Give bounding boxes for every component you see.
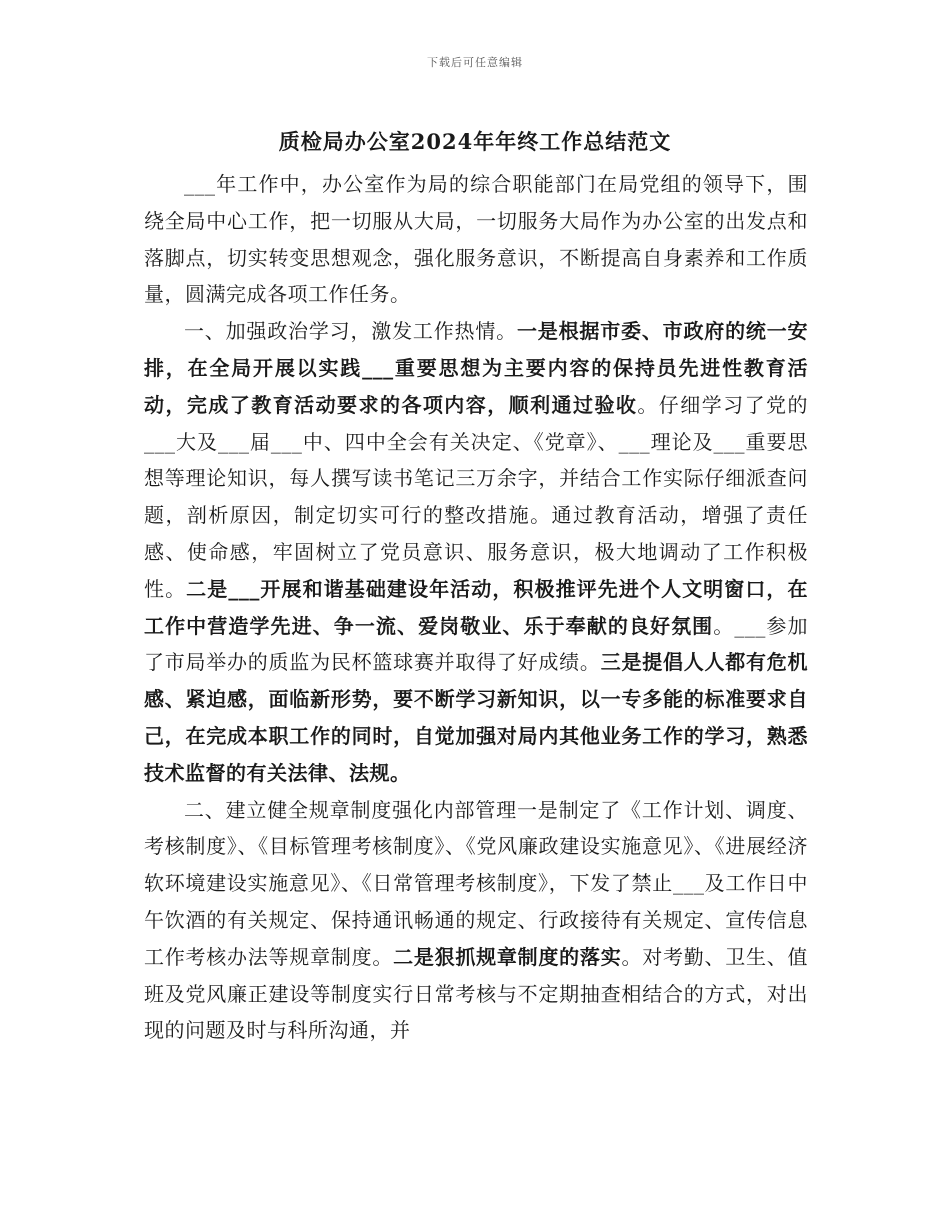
paragraph-run: ___年工作中，办公室作为局的综合职能部门在局党组的领导下，围绕全局中心工作，把一切服从大局，一切服务大局作为办公室的出发点和落脚点，切实转变思想观念，强化服务意识，不断提高自身素养和工作质量，圆满完成各项工作任务。 bbox=[144, 172, 808, 307]
header-note: 下载后可任意编辑 bbox=[427, 56, 523, 69]
paragraph-run: 。___参加了市局举办的质监为民杯篮球赛并取得了好成绩。 bbox=[144, 613, 809, 675]
paragraph-intro bbox=[144, 166, 808, 313]
document-body bbox=[144, 166, 808, 1049]
document-title: 质检局办公室2024年年终工作总结范文 bbox=[278, 129, 672, 154]
paragraph-run: 。仔细学习了党的___大及___届___中、四中全会有关决定、《党章》、___理论及___重要思想等理论知识，每人撰写读书笔记三万余字，并结合工作实际仔细派查问题，剖析原因，制定切实可行的整改措施。通过教育活动，增强了责任感、使命感，牢固树立了党员意识、服务意识，极大地调动了工作积极性。 bbox=[144, 392, 809, 601]
paragraph-run-bold: 三是提倡人人都有危机感、紧迫感，面临新形势，要不断学习新知识，以一专多能的标准要求自己，在完成本职工作的同时，自觉加强对局内其他业务工作的学习，熟悉技术监督的有关法律、法规。 bbox=[144, 650, 809, 785]
paragraph-run: 二、建立健全规章制度强化内部管理一是制定了《工作计划、调度、考核制度》、《目标管理考核制度》、《党风廉政建设实施意见》、《进展经济软环境建设实施意见》、《日常管理考核制度》，下发了禁止___及工作日中午饮酒的有关规定、保持通讯畅通的规定、行政接待有关规定、宣传信息工作考核办法等规章制度。 bbox=[144, 797, 808, 969]
paragraph-run: 。对考勤、卫生、值班及党风廉正建设等制度实行日常考核与不定期抽查相结合的方式，对出现的问题及时与科所沟通，并 bbox=[144, 944, 809, 1043]
paragraph-run: 一、加强政治学习，激发工作热情。 bbox=[184, 319, 517, 344]
paragraph-run-bold: 二是狠抓规章制度的落实 bbox=[393, 944, 622, 969]
paragraph-section-1 bbox=[144, 313, 808, 791]
paragraph-run-bold: 二是___开展和谐基础建设年活动，积极推评先进个人文明窗口，在工作中营造学先进、争一流、爱岗敬业、乐于奉献的良好氛围 bbox=[144, 576, 809, 638]
paragraph-section-2 bbox=[144, 792, 808, 1050]
paragraph-run-bold: 一是根据市委、市政府的统一安排，在全局开展以实践___重要思想为主要内容的保持员先进性教育活动，完成了教育活动要求的各项内容，顺利通过验收 bbox=[144, 319, 809, 417]
